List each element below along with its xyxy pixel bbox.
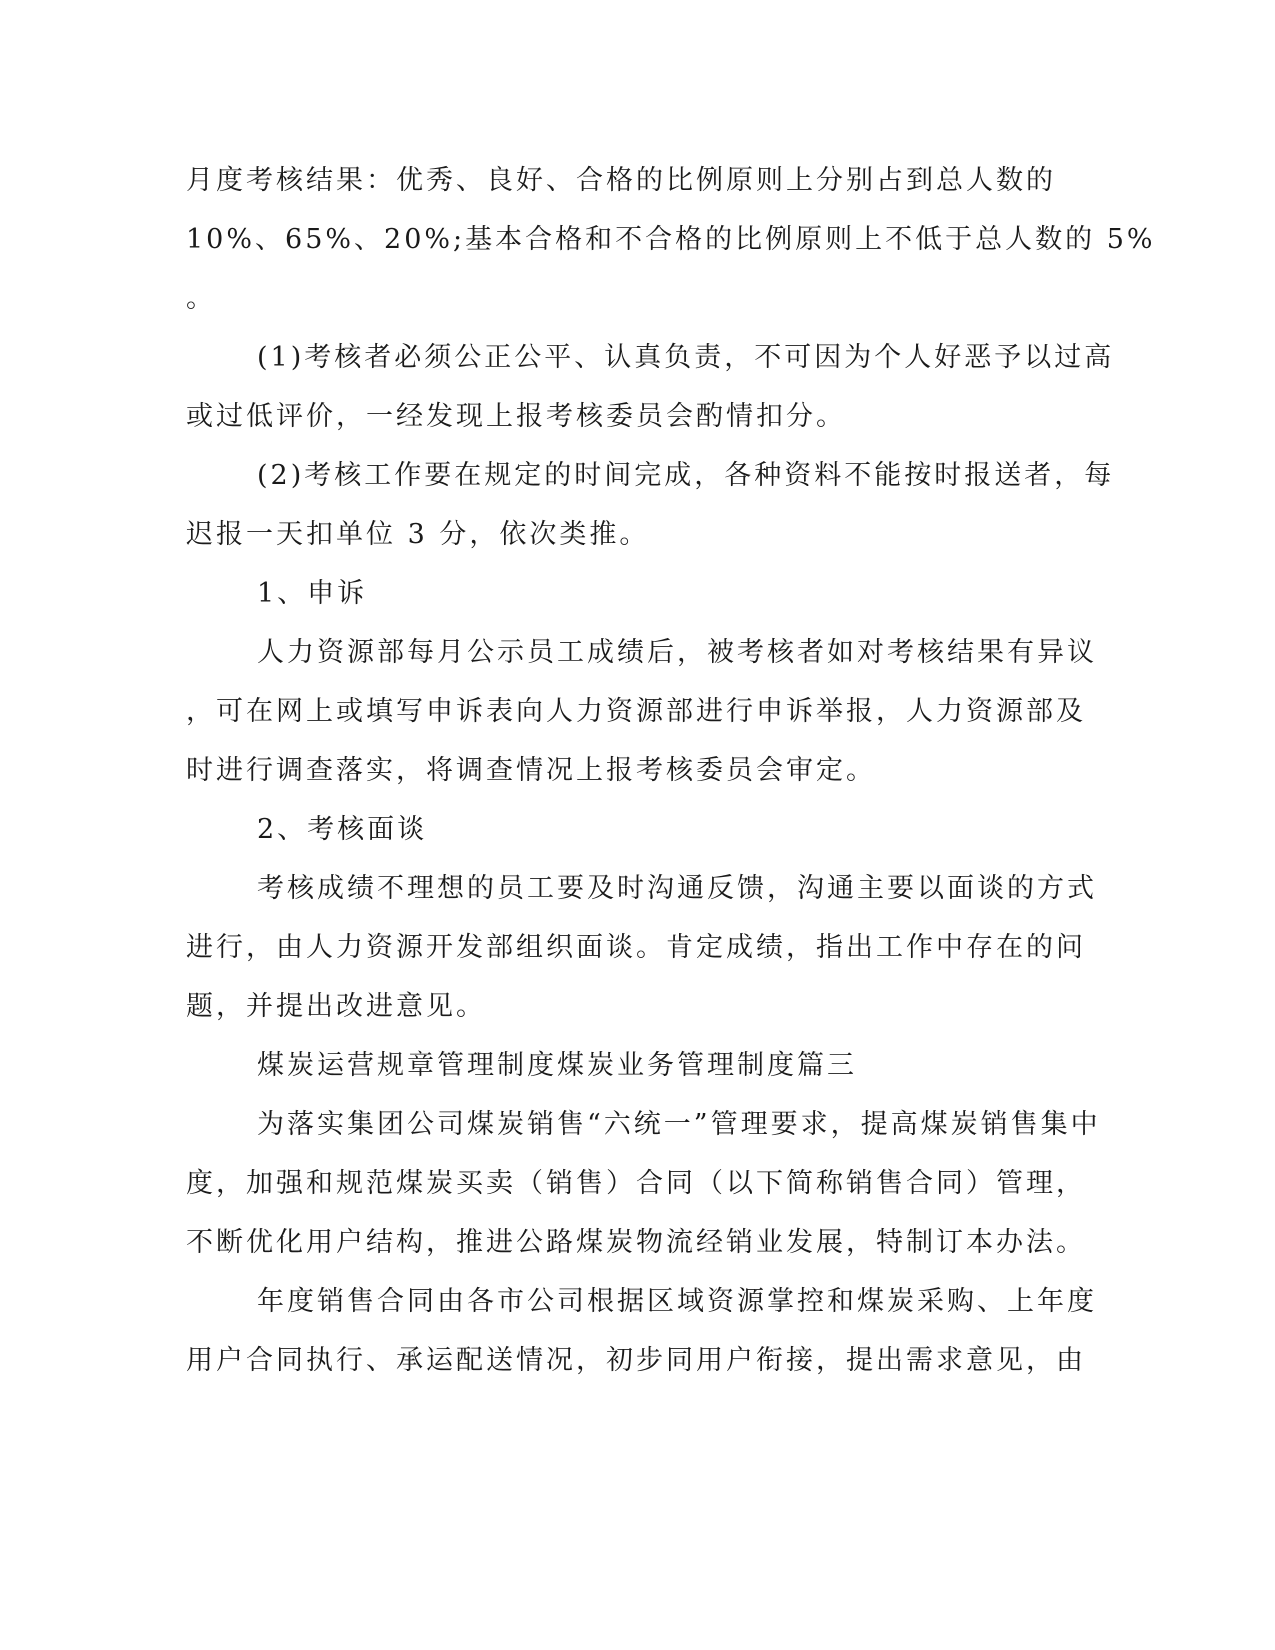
text-line: 题，并提出改进意见。 [186, 991, 486, 1022]
text-line: 10%、65%、20%;基本合格和不合格的比例原则上不低于总人数的 5% [186, 224, 1156, 255]
section-heading: 2、考核面谈 [257, 814, 428, 845]
text-line: 度，加强和规范煤炭买卖（销售）合同（以下简称销售合同）管理， [186, 1168, 1086, 1199]
paragraph-text: 人力资源部每月公示员工成绩后，被考核者如对考核结果有异议 [257, 637, 1097, 668]
text-line: 月度考核结果：优秀、良好、合格的比例原则上分别占到总人数的 [186, 165, 1056, 196]
paragraph-text: 为落实集团公司煤炭销售“六统一”管理要求，提高煤炭销售集中 [257, 1109, 1101, 1140]
text-line: ，可在网上或填写申诉表向人力资源部进行申诉举报，人力资源部及 [186, 696, 1086, 727]
paragraph-text: 考核成绩不理想的员工要及时沟通反馈，沟通主要以面谈的方式 [257, 873, 1097, 904]
section-title: 煤炭运营规章管理制度煤炭业务管理制度篇三 [257, 1050, 857, 1081]
text-line: 迟报一天扣单位 3 分，依次类推。 [186, 519, 650, 550]
text-line: 进行，由人力资源开发部组织面谈。肯定成绩，指出工作中存在的问 [186, 932, 1086, 963]
text-line: 时进行调查落实，将调查情况上报考核委员会审定。 [186, 755, 876, 786]
text-line: 或过低评价，一经发现上报考核委员会酌情扣分。 [186, 401, 846, 432]
paragraph-text: 年度销售合同由各市公司根据区域资源掌控和煤炭采购、上年度 [257, 1286, 1097, 1317]
paragraph-text: (1)考核者必须公正公平、认真负责，不可因为个人好恶予以过高 [257, 342, 1115, 373]
paragraph-text: (2)考核工作要在规定的时间完成，各种资料不能按时报送者，每 [257, 460, 1115, 491]
text-line: 不断优化用户结构，推进公路煤炭物流经销业发展，特制订本办法。 [186, 1227, 1086, 1258]
section-heading: 1、申诉 [257, 578, 368, 609]
text-line: 。 [186, 283, 216, 314]
text-line: 用户合同执行、承运配送情况，初步同用户衔接，提出需求意见，由 [186, 1345, 1086, 1376]
